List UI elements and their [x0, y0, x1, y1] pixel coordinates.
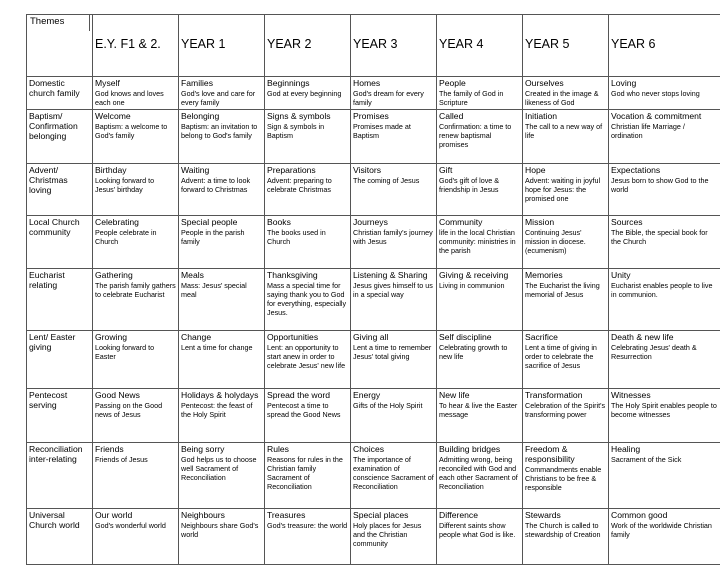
cell-text: Eucharist enables people to live in communion.: [611, 282, 718, 300]
cell-heading: Waiting: [181, 165, 262, 175]
theme-cell: [265, 215, 351, 268]
theme-cell: [179, 215, 265, 268]
theme-cell: [93, 268, 179, 330]
cell-heading: Growing: [95, 332, 176, 342]
cell-heading: Homes: [353, 78, 434, 88]
cell-text: Lent a time to remember Jesus' total giving: [353, 344, 434, 362]
cell-heading: Belonging: [181, 111, 262, 121]
cell-heading: Loving: [611, 78, 718, 88]
theme-cell: [609, 77, 720, 110]
theme-cell: [437, 442, 523, 508]
cell-heading: Thanksgiving: [267, 270, 348, 280]
theme-cell: [179, 442, 265, 508]
theme-cell: [179, 508, 265, 564]
cell-heading: Being sorry: [181, 444, 262, 454]
cell-heading: Freedom & responsibility: [525, 444, 606, 464]
theme-cell: [351, 442, 437, 508]
theme-row: [27, 215, 720, 268]
cell-heading: Difference: [439, 510, 520, 520]
cell-heading: Meals: [181, 270, 262, 280]
year-header-4: YEAR 4: [437, 15, 523, 77]
theme-cell: [609, 330, 720, 388]
theme-row-label: Reconciliation inter-relating: [27, 442, 93, 508]
theme-cell: [351, 268, 437, 330]
year-header-2: YEAR 2: [265, 15, 351, 77]
theme-cell: [351, 330, 437, 388]
cell-heading: Neighbours: [181, 510, 262, 520]
cell-text: Christian life Marriage / ordination: [611, 123, 718, 141]
theme-cell: [437, 388, 523, 442]
cell-text: Sacrament of the Sick: [611, 456, 718, 465]
cell-heading: Ourselves: [525, 78, 606, 88]
theme-row-label: Eucharist relating: [27, 268, 93, 330]
theme-cell: [523, 508, 609, 564]
cell-text: Lent a time for change: [181, 344, 262, 353]
theme-cell: [93, 330, 179, 388]
cell-text: Different saints show people what God is like.: [439, 522, 520, 540]
theme-cell: [265, 163, 351, 215]
cell-heading: Listening & Sharing: [353, 270, 434, 280]
theme-cell: [609, 215, 720, 268]
cell-heading: Gathering: [95, 270, 176, 280]
cell-heading: Rules: [267, 444, 348, 454]
cell-text: God's wonderful world: [95, 522, 176, 531]
themes-title: Themes: [26, 14, 90, 31]
cell-text: Confirmation: a time to renew baptismal promises: [439, 123, 520, 150]
theme-cell: [437, 268, 523, 330]
theme-row: [27, 109, 720, 163]
cell-heading: Opportunities: [267, 332, 348, 342]
cell-text: Continuing Jesus' mission in diocese. (ecumenism): [525, 229, 606, 256]
theme-cell: [351, 77, 437, 110]
theme-cell: [523, 330, 609, 388]
cell-text: The parish family gathers to celebrate Eucharist: [95, 282, 176, 300]
cell-text: Baptism: an invitation to belong to God's family: [181, 123, 262, 141]
year-header-1: YEAR 1: [179, 15, 265, 77]
cell-heading: Preparations: [267, 165, 348, 175]
cell-text: Reasons for rules in the Christian family Sacrament of Reconciliation: [267, 456, 348, 492]
theme-row: [27, 388, 720, 442]
theme-row-label: Lent/ Easter giving: [27, 330, 93, 388]
theme-cell: [609, 163, 720, 215]
theme-cell: [437, 77, 523, 110]
cell-heading: Sources: [611, 217, 718, 227]
theme-cell: [265, 330, 351, 388]
theme-cell: [93, 215, 179, 268]
theme-cell: [93, 388, 179, 442]
cell-heading: New life: [439, 390, 520, 400]
cell-heading: Celebrating: [95, 217, 176, 227]
cell-text: The Holy Spirit enables people to become witnesses: [611, 402, 718, 420]
cell-heading: Giving & receiving: [439, 270, 520, 280]
year-header-5: YEAR 5: [523, 15, 609, 77]
cell-text: Celebration of the Spirit's transforming power: [525, 402, 606, 420]
cell-heading: Energy: [353, 390, 434, 400]
cell-text: Baptism: a welcome to God's family: [95, 123, 176, 141]
cell-text: Work of the worldwide Christian family: [611, 522, 718, 540]
cell-heading: Friends: [95, 444, 176, 454]
cell-text: Advent: waiting in joyful hope for Jesus: the promised one: [525, 177, 606, 204]
theme-cell: [351, 388, 437, 442]
cell-text: Friends of Jesus: [95, 456, 176, 465]
theme-cell: [179, 109, 265, 163]
theme-cell: [265, 109, 351, 163]
theme-cell: [523, 268, 609, 330]
cell-heading: Transformation: [525, 390, 606, 400]
cell-text: God's dream for every family: [353, 90, 434, 108]
theme-row-label: Baptism/ Confirmation belonging: [27, 109, 93, 163]
cell-text: Passing on the Good news of Jesus: [95, 402, 176, 420]
theme-cell: [609, 388, 720, 442]
cell-text: The importance of examination of conscience Sacrament of Reconciliation: [353, 456, 434, 492]
cell-heading: Memories: [525, 270, 606, 280]
cell-text: Jesus gives himself to us in a special way: [353, 282, 434, 300]
theme-cell: [609, 442, 720, 508]
theme-row-label: Advent/ Christmas loving: [27, 163, 93, 215]
header-row: [27, 15, 720, 77]
cell-text: To hear & live the Easter message: [439, 402, 520, 420]
theme-cell: [351, 163, 437, 215]
cell-heading: Spread the word: [267, 390, 348, 400]
cell-heading: Self discipline: [439, 332, 520, 342]
cell-heading: Community: [439, 217, 520, 227]
theme-cell: [93, 442, 179, 508]
cell-heading: Beginnings: [267, 78, 348, 88]
cell-heading: Mission: [525, 217, 606, 227]
theme-row-label: Pentecost serving: [27, 388, 93, 442]
cell-text: Looking forward to Jesus' birthday: [95, 177, 176, 195]
cell-heading: Choices: [353, 444, 434, 454]
cell-text: People celebrate in Church: [95, 229, 176, 247]
cell-text: Pentecost a time to spread the Good News: [267, 402, 348, 420]
cell-heading: Myself: [95, 78, 176, 88]
cell-text: Promises made at Baptism: [353, 123, 434, 141]
cell-heading: Special people: [181, 217, 262, 227]
cell-text: Sign & symbols in Baptism: [267, 123, 348, 141]
cell-heading: Healing: [611, 444, 718, 454]
theme-row-label: Domestic church family: [27, 77, 93, 110]
cell-text: Mass: Jesus' special meal: [181, 282, 262, 300]
cell-heading: Death & new life: [611, 332, 718, 342]
theme-row: [27, 330, 720, 388]
cell-heading: Families: [181, 78, 262, 88]
theme-row: [27, 77, 720, 110]
theme-row: [27, 163, 720, 215]
cell-text: God who never stops loving: [611, 90, 718, 99]
cell-heading: Promises: [353, 111, 434, 121]
theme-cell: [523, 109, 609, 163]
theme-cell: [93, 508, 179, 564]
theme-row: [27, 268, 720, 330]
theme-cell: [523, 77, 609, 110]
curriculum-grid: [26, 14, 720, 565]
cell-text: Mass a special time for saying thank you to God for everything, especially Jesus.: [267, 282, 348, 318]
cell-text: God helps us to choose well Sacrament of Reconciliation: [181, 456, 262, 483]
year-header-3: YEAR 3: [351, 15, 437, 77]
cell-text: Holy places for Jesus and the Christian community: [353, 522, 434, 549]
cell-heading: Welcome: [95, 111, 176, 121]
cell-heading: Sacrifice: [525, 332, 606, 342]
cell-text: God's love and care for every family: [181, 90, 262, 108]
cell-heading: Change: [181, 332, 262, 342]
theme-row: [27, 508, 720, 564]
theme-row-label: Local Church community: [27, 215, 93, 268]
theme-cell: [609, 268, 720, 330]
cell-heading: Special places: [353, 510, 434, 520]
year-header-ey: E.Y. F1 & 2.: [93, 15, 179, 77]
cell-text: Lent a time of giving in order to celebrate the sacrifice of Jesus: [525, 344, 606, 371]
cell-text: life in the local Christian community: ministries in the parish: [439, 229, 520, 256]
cell-heading: Witnesses: [611, 390, 718, 400]
theme-cell: [523, 442, 609, 508]
theme-cell: [437, 215, 523, 268]
cell-text: The coming of Jesus: [353, 177, 434, 186]
theme-cell: [93, 77, 179, 110]
theme-cell: [265, 77, 351, 110]
cell-heading: Journeys: [353, 217, 434, 227]
theme-cell: [265, 268, 351, 330]
cell-heading: Our world: [95, 510, 176, 520]
cell-text: The Bible, the special book for the Church: [611, 229, 718, 247]
cell-heading: Initiation: [525, 111, 606, 121]
theme-cell: [437, 109, 523, 163]
cell-text: Advent: a time to look forward to Christmas: [181, 177, 262, 195]
theme-cell: [523, 388, 609, 442]
theme-cell: [179, 388, 265, 442]
theme-cell: [179, 77, 265, 110]
theme-cell: [265, 508, 351, 564]
cell-text: Neighbours share God's world: [181, 522, 262, 540]
cell-text: Gifts of the Holy Spirit: [353, 402, 434, 411]
cell-heading: Gift: [439, 165, 520, 175]
theme-cell: [351, 215, 437, 268]
cell-heading: Building bridges: [439, 444, 520, 454]
cell-text: Looking forward to Easter: [95, 344, 176, 362]
cell-heading: Called: [439, 111, 520, 121]
theme-cell: [93, 163, 179, 215]
cell-text: People in the parish family: [181, 229, 262, 247]
cell-text: Advent: preparing to celebrate Christmas: [267, 177, 348, 195]
cell-text: Christian family's journey with Jesus: [353, 229, 434, 247]
cell-heading: Books: [267, 217, 348, 227]
cell-text: Jesus born to show God to the world: [611, 177, 718, 195]
cell-heading: Vocation & commitment: [611, 111, 718, 121]
theme-cell: [179, 330, 265, 388]
cell-heading: Common good: [611, 510, 718, 520]
cell-text: The Eucharist the living memorial of Jesus: [525, 282, 606, 300]
theme-row-label: Universal Church world: [27, 508, 93, 564]
theme-cell: [93, 109, 179, 163]
theme-cell: [179, 163, 265, 215]
theme-cell: [179, 268, 265, 330]
cell-text: Living in communion: [439, 282, 520, 291]
cell-text: Commandments enable Christians to be free & responsible: [525, 466, 606, 493]
cell-heading: Signs & symbols: [267, 111, 348, 121]
cell-text: Created in the image & likeness of God: [525, 90, 606, 108]
cell-text: The call to a new way of life: [525, 123, 606, 141]
cell-text: God at every beginning: [267, 90, 348, 99]
theme-cell: [609, 508, 720, 564]
cell-heading: Expectations: [611, 165, 718, 175]
year-header-6: YEAR 6: [609, 15, 720, 77]
theme-row: [27, 442, 720, 508]
theme-cell: [609, 109, 720, 163]
cell-text: Admitting wrong, being reconciled with God and each other Sacrament of Reconciliation: [439, 456, 520, 492]
cell-text: Celebrating Jesus' death & Resurrection: [611, 344, 718, 362]
cell-text: God knows and loves each one: [95, 90, 176, 108]
theme-cell: [437, 330, 523, 388]
cell-text: The family of God in Scripture: [439, 90, 520, 108]
cell-heading: Visitors: [353, 165, 434, 175]
cell-heading: Birthday: [95, 165, 176, 175]
cell-heading: Unity: [611, 270, 718, 280]
theme-cell: [351, 508, 437, 564]
theme-cell: [437, 163, 523, 215]
cell-heading: People: [439, 78, 520, 88]
cell-text: Lent: an opportunity to start anew in order to celebrate Jesus' new life: [267, 344, 348, 371]
cell-heading: Good News: [95, 390, 176, 400]
cell-text: The Church is called to stewardship of Creation: [525, 522, 606, 540]
theme-cell: [265, 442, 351, 508]
cell-heading: Holidays & holydays: [181, 390, 262, 400]
cell-heading: Hope: [525, 165, 606, 175]
cell-heading: Stewards: [525, 510, 606, 520]
cell-text: The books used in Church: [267, 229, 348, 247]
cell-heading: Treasures: [267, 510, 348, 520]
cell-heading: Giving all: [353, 332, 434, 342]
cell-text: Celebrating growth to new life: [439, 344, 520, 362]
cell-text: God's gift of love & friendship in Jesus: [439, 177, 520, 195]
theme-cell: [265, 388, 351, 442]
theme-cell: [437, 508, 523, 564]
theme-cell: [523, 215, 609, 268]
cell-text: Pentecost: the feast of the Holy Spirit: [181, 402, 262, 420]
cell-text: God's treasure: the world: [267, 522, 348, 531]
theme-cell: [523, 163, 609, 215]
theme-cell: [351, 109, 437, 163]
